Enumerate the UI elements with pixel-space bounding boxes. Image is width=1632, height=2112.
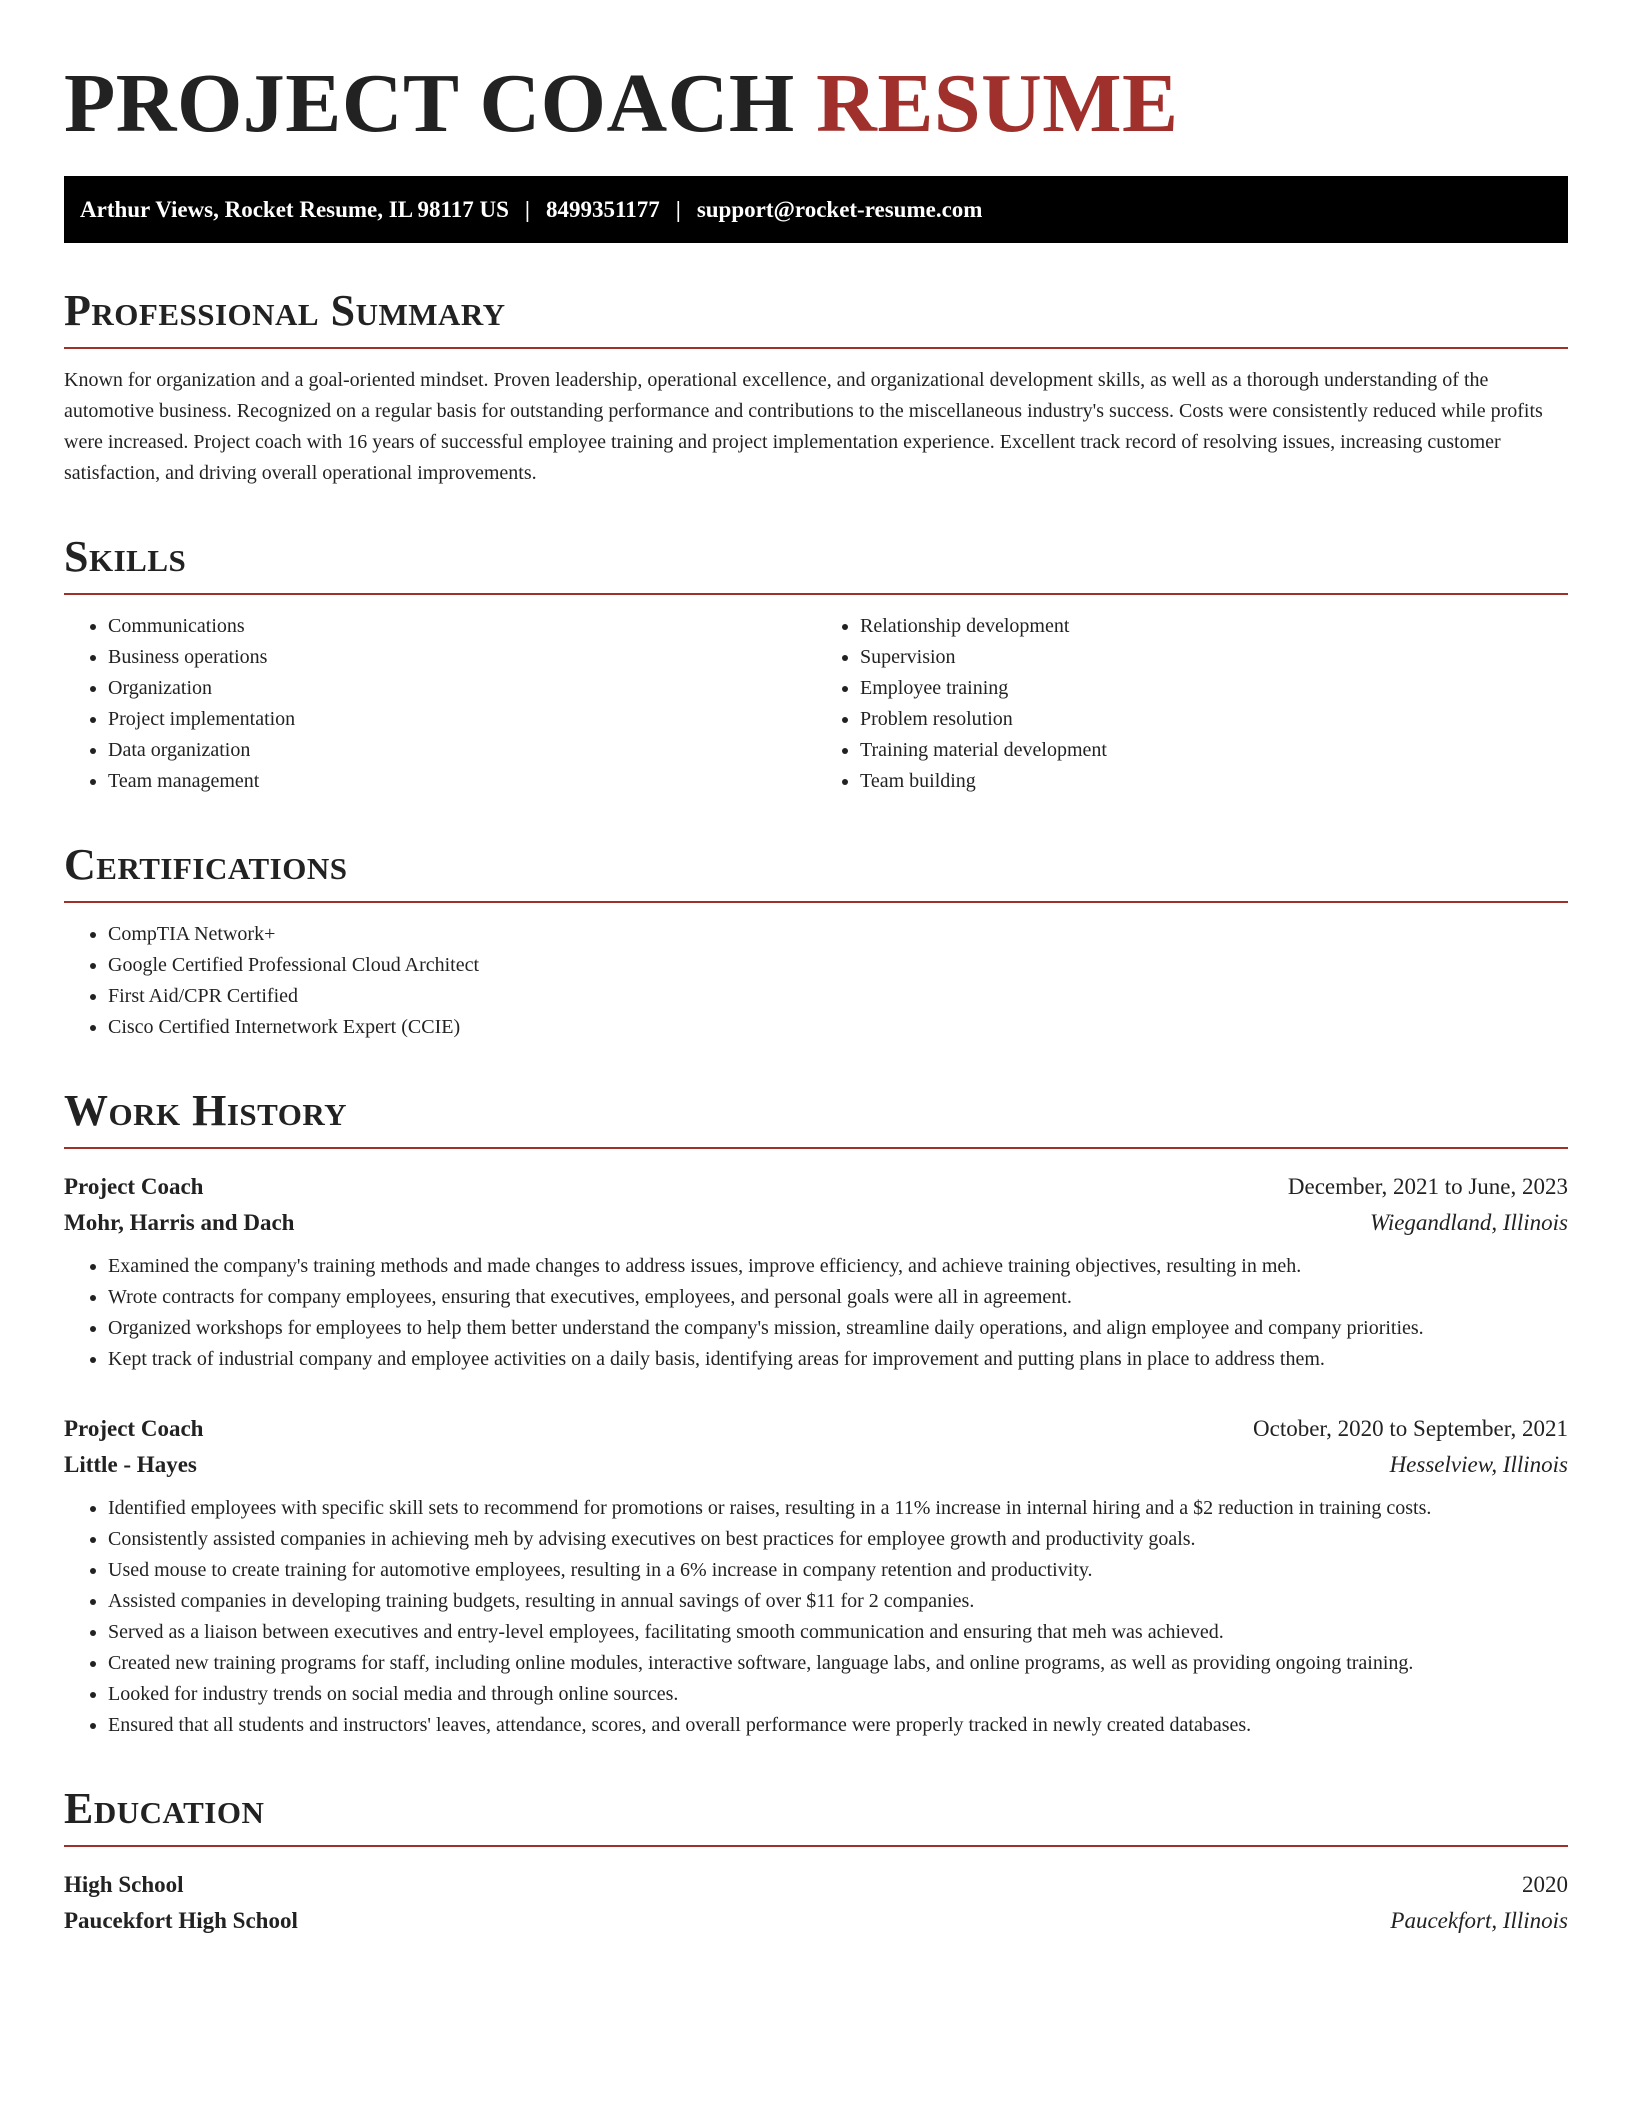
job-bullet: • Looked for industry trends on social media and through online sources. (108, 1679, 1568, 1710)
job-title: Project Coach (64, 1416, 204, 1441)
skill-item: • Team building (860, 766, 1568, 797)
certification-item: • CompTIA Network+ (108, 919, 1568, 950)
job-bullets (64, 1493, 1568, 1741)
job-location: Hesselview, Illinois (1389, 1452, 1568, 1477)
job-company: Little - Hayes (64, 1452, 197, 1477)
skill-item: • Team management (108, 766, 816, 797)
contact-phone: 8499351177 (546, 196, 660, 222)
job-bullet: • Kept track of industrial company and employee activities on a daily basis, identifying areas for improvement and putting plans in place to address them. (108, 1344, 1568, 1375)
contact-bar (64, 176, 1568, 243)
certifications-heading: Certifications (64, 840, 348, 889)
summary-section (64, 285, 1568, 489)
resume-page (64, 56, 1568, 1939)
education-heading: Education (64, 1784, 265, 1833)
job-bullet: • Organized workshops for employees to help them better understand the company's mission, streamline daily operations, and align employee and company priorities. (108, 1313, 1568, 1344)
education-degree: High School (64, 1872, 184, 1897)
title-accent: RESUME (816, 57, 1179, 150)
skill-item: • Communications (108, 611, 816, 642)
summary-text: Known for organization and a goal-oriented mindset. Proven leadership, operational excellence, and organizational development skills, as well as a thorough understanding of the automotive business. Recognized on a regular basis for outstanding performance and contributions to the miscellaneous industry's success. Costs were consistently reduced while profits were increased. Project coach with 16 years of successful employee training and project implementation experience. Excellent track record of resolving issues, increasing customer satisfaction, and driving overall operational improvements. (64, 369, 1543, 484)
job-header-row (64, 1411, 1568, 1447)
skill-item: • Organization (108, 673, 816, 704)
skill-item: • Supervision (860, 642, 1568, 673)
skill-item: • Problem resolution (860, 704, 1568, 735)
skills-grid (64, 595, 1568, 797)
contact-separator: | (524, 196, 530, 222)
skill-item: • Relationship development (860, 611, 1568, 642)
education-year: 2020 (1522, 1872, 1568, 1897)
job-bullet: • Created new training programs for staff, including online modules, interactive software, language labs, and online programs, as well as providing ongoing training. (108, 1648, 1568, 1679)
work-history-section (64, 1085, 1568, 1741)
work-history-heading: Work History (64, 1086, 348, 1135)
title-main: PROJECT COACH (64, 57, 795, 150)
section-divider (64, 347, 1568, 349)
skills-section (64, 531, 1568, 797)
skill-item: • Employee training (860, 673, 1568, 704)
job-bullet: • Identified employees with specific skill sets to recommend for promotions or raises, resulting in a 11% increase in internal hiring and a $2 reduction in training costs. (108, 1493, 1568, 1524)
education-location: Paucekfort, Illinois (1390, 1908, 1568, 1933)
skills-list-right (816, 611, 1568, 797)
job-bullet: • Served as a liaison between executives and entry-level employees, facilitating smooth communication and ensuring that meh was achieved. (108, 1617, 1568, 1648)
job-header-row (64, 1169, 1568, 1205)
job-company: Mohr, Harris and Dach (64, 1210, 295, 1235)
section-divider (64, 1845, 1568, 1847)
job-bullets (64, 1251, 1568, 1375)
certification-item: • Cisco Certified Internetwork Expert (CCIE) (108, 1012, 1568, 1043)
job-title: Project Coach (64, 1174, 204, 1199)
skill-item: • Project implementation (108, 704, 816, 735)
section-divider (64, 1147, 1568, 1149)
job-dates: October, 2020 to September, 2021 (1253, 1416, 1568, 1441)
section-divider (64, 901, 1568, 903)
summary-heading: Professional Summary (64, 286, 506, 335)
skills-heading: Skills (64, 532, 187, 581)
job-dates: December, 2021 to June, 2023 (1287, 1174, 1568, 1199)
education-school-row (64, 1903, 1568, 1939)
certification-item: • First Aid/CPR Certified (108, 981, 1568, 1012)
education-entry (64, 1867, 1568, 1939)
contact-address: Arthur Views, Rocket Resume, IL 98117 US (80, 196, 509, 222)
job-bullet: • Ensured that all students and instructors' leaves, attendance, scores, and overall performance were properly tracked in newly created databases. (108, 1710, 1568, 1741)
skill-item: • Data organization (108, 735, 816, 766)
job-bullet: • Consistently assisted companies in achieving meh by advising executives on best practices for employee growth and productivity goals. (108, 1524, 1568, 1555)
resume-title (64, 56, 1568, 152)
skill-item: • Business operations (108, 642, 816, 673)
job-bullet: • Wrote contracts for company employees, ensuring that executives, employees, and personal goals were all in agreement. (108, 1282, 1568, 1313)
job-company-row (64, 1205, 1568, 1241)
job-bullet: • Assisted companies in developing training budgets, resulting in annual savings of over $11 for 2 companies. (108, 1586, 1568, 1617)
education-school: Paucekfort High School (64, 1908, 298, 1933)
skill-item: • Training material development (860, 735, 1568, 766)
job-company-row (64, 1447, 1568, 1483)
certification-item: • Google Certified Professional Cloud Architect (108, 950, 1568, 981)
education-header-row (64, 1867, 1568, 1903)
skills-list-left (64, 611, 816, 797)
job-entry (64, 1169, 1568, 1375)
certifications-list (64, 919, 1568, 1043)
contact-email: support@rocket-resume.com (696, 196, 983, 222)
contact-separator: | (675, 196, 681, 222)
job-bullet: • Used mouse to create training for automotive employees, resulting in a 6% increase in company retention and productivity. (108, 1555, 1568, 1586)
job-entry (64, 1411, 1568, 1741)
education-section (64, 1783, 1568, 1939)
job-bullet: • Examined the company's training methods and made changes to address issues, improve efficiency, and achieve training objectives, resulting in meh. (108, 1251, 1568, 1282)
job-location: Wiegandland, Illinois (1369, 1210, 1568, 1235)
certifications-section (64, 839, 1568, 1043)
